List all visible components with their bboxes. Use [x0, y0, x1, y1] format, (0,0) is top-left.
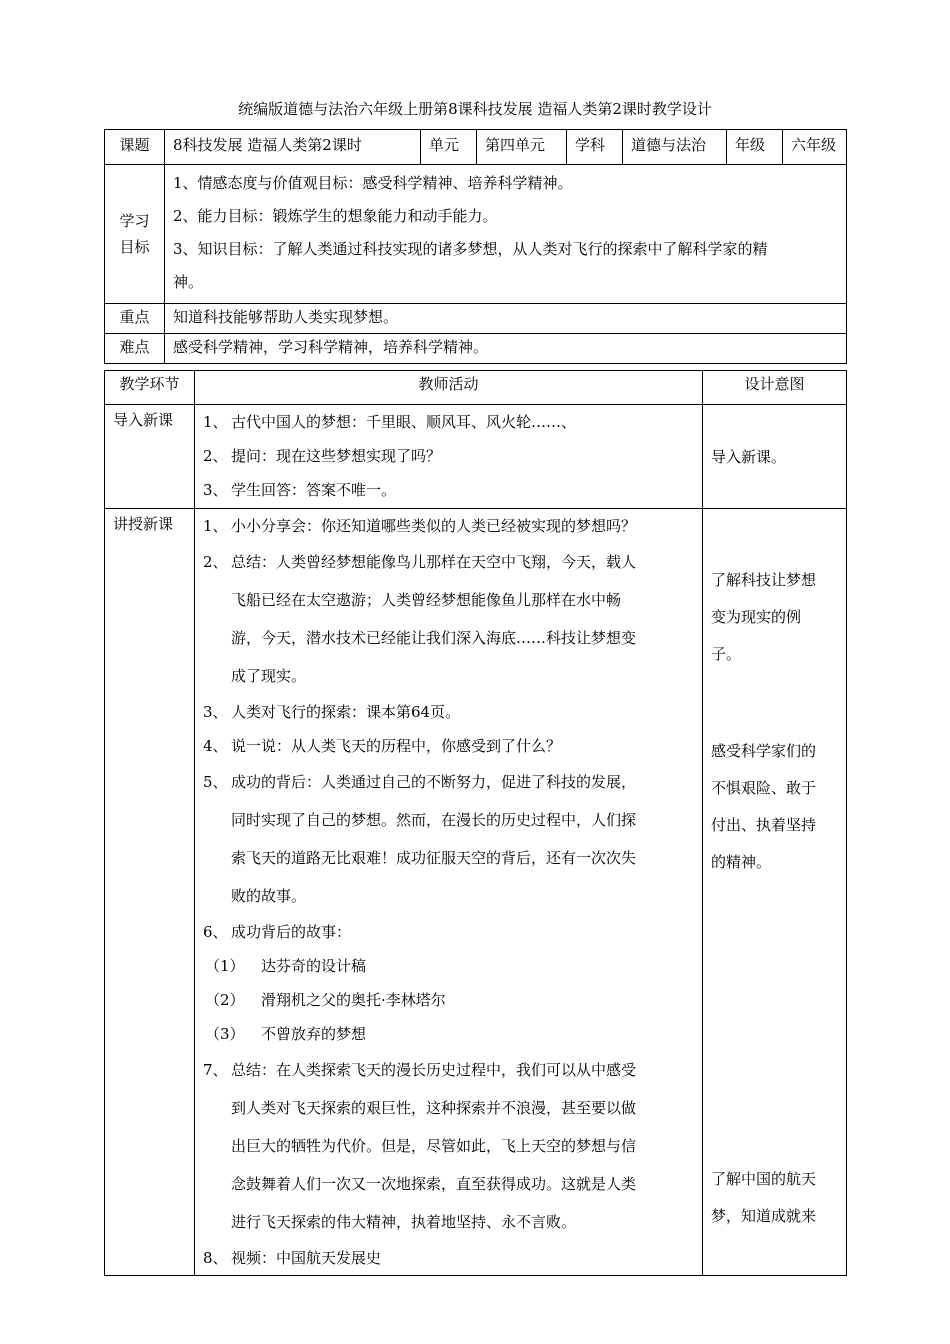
- lesson-info-table: [104, 129, 847, 364]
- topic-label: 课题: [105, 130, 165, 165]
- list-item: 2、 提问：现在这些梦想实现了吗？: [203, 447, 442, 465]
- list-item-continuation: 进行飞天探索的伟大精神，执着地坚持、永不言败。: [231, 1213, 577, 1231]
- difficulty-value: 感受科学精神，学习科学精神，培养科学精神。: [165, 334, 847, 364]
- process-header-row: [105, 371, 847, 405]
- sub-list-item: （2） 滑翔机之父的奥托·李林塔尔: [205, 991, 446, 1009]
- document-title: 统编版道德与法治六年级上册第8课科技发展 造福人类第2课时教学设计: [238, 100, 712, 118]
- list-item: 1、 古代中国人的梦想：千里眼、顺风耳、风火轮……、: [203, 413, 577, 431]
- info-row: [105, 130, 847, 165]
- section-new-activities: [195, 509, 703, 1276]
- key-point-row: [105, 304, 847, 334]
- goals-row: [105, 165, 847, 304]
- key-point-value: 知道科技能够帮助人类实现梦想。: [165, 304, 847, 334]
- goal-item: 2、能力目标：锻炼学生的想象能力和动手能力。: [173, 207, 498, 225]
- intent-line: 的精神。: [711, 853, 772, 871]
- list-item: 4、 说一说：从人类飞天的历程中，你感受到了什么？: [203, 737, 562, 755]
- section-new-stage: 讲授新课: [105, 509, 195, 1276]
- list-item-continuation: 败的故事。: [231, 887, 307, 905]
- sub-list-item: （3） 不曾放弃的梦想: [205, 1025, 367, 1043]
- stage-header: 教学环节: [105, 371, 195, 405]
- intent-line: 付出、执着坚持: [711, 816, 817, 834]
- goals-content: [165, 165, 847, 304]
- intent-line: 了解科技让梦想: [711, 571, 817, 589]
- list-item-continuation: 索飞天的道路无比艰难！成功征服天空的背后，还有一次次失: [231, 849, 637, 867]
- subject-value: 道德与法治: [623, 130, 727, 165]
- list-item-continuation: 出巨大的牺牲为代价。但是，尽管如此，飞上天空的梦想与信: [231, 1137, 637, 1155]
- list-item: 1、 小小分享会：你还知道哪些类似的人类已经被实现的梦想吗？: [203, 517, 637, 535]
- intent-line: 不惧艰险、敢于: [711, 779, 817, 797]
- list-item: 5、 成功的背后：人类通过自己的不断努力，促进了科技的发展，: [203, 773, 637, 791]
- list-item-continuation: 到人类对飞天探索的艰巨性，这种探索并不浪漫，甚至要以做: [231, 1099, 637, 1117]
- section-new-row: [105, 509, 847, 1276]
- difficulty-row: [105, 334, 847, 364]
- intent-line: 梦，知道成就来: [711, 1207, 817, 1225]
- goal-item: 神。: [173, 273, 204, 291]
- list-item: 2、 总结：人类曾经梦想能像鸟儿那样在天空中飞翔，今天，载人: [203, 553, 637, 571]
- section-intro-row: [105, 405, 847, 509]
- difficulty-label: 难点: [105, 334, 165, 364]
- intent-line: 感受科学家们的: [711, 742, 817, 760]
- list-item-continuation: 游，今天，潜水技术已经能让我们深入海底……科技让梦想变: [231, 629, 637, 647]
- unit-value: 第四单元: [477, 130, 567, 165]
- section-new-intent: [703, 509, 847, 1276]
- topic-value: 8科技发展 造福人类第2课时: [165, 130, 421, 165]
- list-item-continuation: 念鼓舞着人们一次又一次地探索，直至获得成功。这就是人类: [231, 1175, 637, 1193]
- activity-header: 教师活动: [195, 371, 703, 405]
- goals-label: 学习 目标: [105, 165, 165, 304]
- list-item: 3、 学生回答：答案不唯一。: [203, 481, 397, 499]
- grade-label: 年级: [727, 130, 783, 165]
- intent-line: 了解中国的航天: [711, 1170, 817, 1188]
- intent-line: 变为现实的例: [711, 608, 802, 626]
- list-item: 7、 总结：在人类探索飞天的漫长历史过程中，我们可以从中感受: [203, 1061, 637, 1079]
- list-item-continuation: 飞船已经在太空遨游；人类曾经梦想能像鱼儿那样在水中畅: [231, 591, 622, 609]
- goal-item: 3、知识目标：了解人类通过科技实现的诸多梦想，从人类对飞行的探索中了解科学家的精: [173, 240, 768, 258]
- list-item-continuation: 同时实现了自己的梦想。然而，在漫长的历史过程中，人们探: [231, 811, 637, 829]
- key-point-label: 重点: [105, 304, 165, 334]
- section-intro-intent: 导入新课。: [703, 405, 847, 509]
- list-item: 8、 视频：中国航天发展史: [203, 1249, 382, 1267]
- intent-header: 设计意图: [703, 371, 847, 405]
- list-item: 3、 人类对飞行的探索：课本第64页。: [203, 703, 461, 721]
- section-intro-activities: [195, 405, 703, 509]
- intent-line: 子。: [711, 645, 742, 663]
- goal-item: 1、情感态度与价值观目标：感受科学精神、培养科学精神。: [173, 174, 573, 192]
- teaching-process-table: [104, 370, 847, 1276]
- sub-list-item: （1） 达芬奇的设计稿: [205, 957, 367, 975]
- section-intro-stage: 导入新课: [105, 405, 195, 509]
- list-item-continuation: 成了现实。: [231, 667, 307, 685]
- list-item: 6、 成功背后的故事：: [203, 923, 352, 941]
- grade-value: 六年级: [783, 130, 847, 165]
- unit-label: 单元: [421, 130, 477, 165]
- subject-label: 学科: [567, 130, 623, 165]
